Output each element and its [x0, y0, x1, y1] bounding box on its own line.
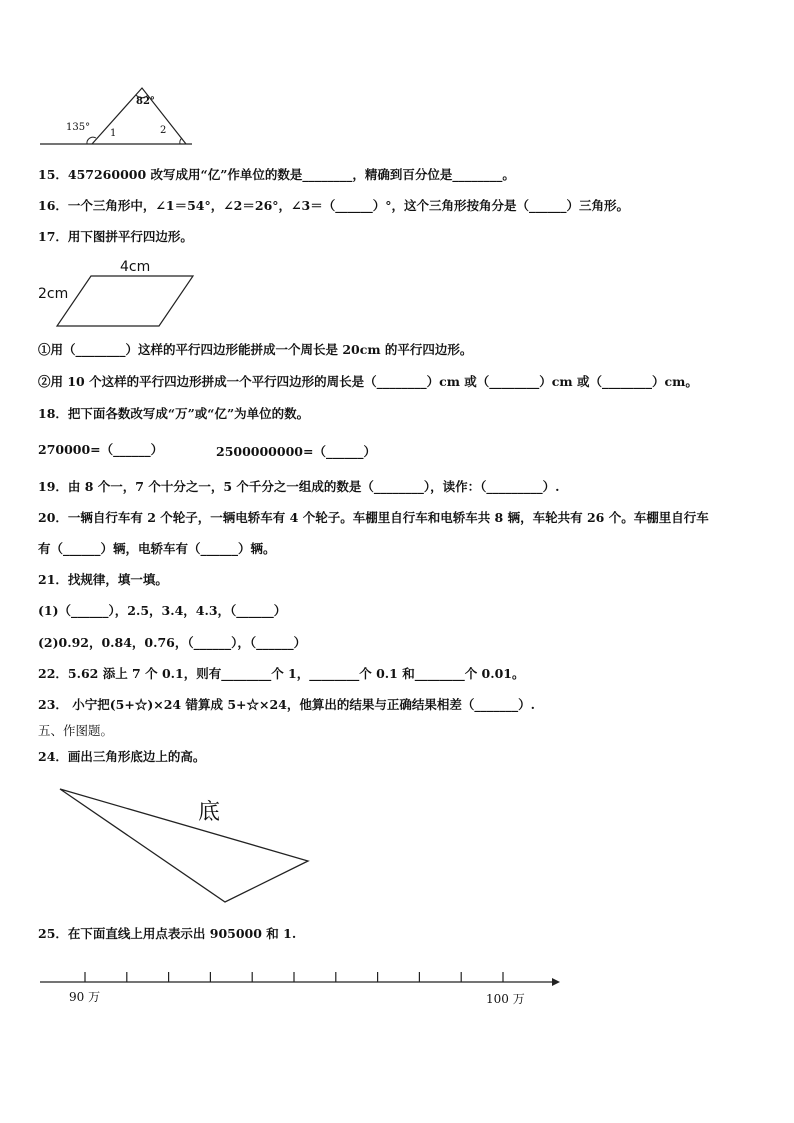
question-18-b: 2500000000=（______） — [216, 444, 376, 459]
question-17-part-1: ①用（________）这样的平行四边形能拼成一个周长是 20cm 的平行四边形。 — [38, 342, 473, 357]
question-17: 17．用下图拼平行四边形。 — [38, 229, 193, 244]
section-5-title: 五、作图题。 — [38, 723, 114, 738]
parallelogram-side-label: 2cm — [38, 286, 69, 302]
base-label: 底 — [198, 800, 221, 825]
parallelogram-figure — [57, 274, 197, 329]
number-line-right-label: 100 万 — [486, 992, 525, 1006]
question-18-a: 270000=（______） — [38, 442, 164, 457]
question-21: 21．找规律，填一填。 — [38, 572, 168, 587]
question-18: 18．把下面各数改写成“万”或“亿”为单位的数。 — [38, 406, 310, 421]
question-17-part-2: ②用 10 个这样的平行四边形拼成一个平行四边形的周长是（________）cm 或（________）cm 或（________）cm。 — [38, 374, 698, 389]
question-21-part-2: (2)0.92，0.84，0.76，（______），（______） — [38, 635, 307, 650]
question-22: 22．5.62 添上 7 个 0.1，则有________个 1，________个 0.1 和________个 0.01。 — [38, 666, 525, 681]
question-20-line-1: 20．一辆自行车有 2 个轮子，一辆电轿车有 4 个轮子。车棚里自行车和电轿车共 8 辆，车轮共有 26 个。车棚里自行车 — [38, 510, 709, 525]
question-24: 24．画出三角形底边上的高。 — [38, 749, 206, 764]
parallelogram-top-label: 4cm — [120, 259, 151, 275]
triangle-base-figure — [58, 787, 318, 907]
question-16: 16．一个三角形中，∠1＝54°，∠2＝26°，∠3＝（______）°，这个三角形按角分是（______）三角形。 — [38, 198, 629, 213]
angle-135-label: 135° — [66, 122, 91, 133]
question-19: 19．由 8 个一，7 个十分之一，5 个千分之一组成的数是（________），读作：（_________）. — [38, 479, 560, 494]
angle-2-label: 2 — [160, 125, 167, 136]
angle-82-label: 82° — [136, 96, 155, 107]
triangle-angle-figure — [40, 82, 200, 152]
angle-1-label: 1 — [110, 128, 117, 139]
question-20-line-2: 有（______）辆，电轿车有（______）辆。 — [38, 541, 276, 556]
question-23: 23． 小宁把(5+☆)×24 错算成 5+☆×24，他算出的结果与正确结果相差（_______）. — [38, 697, 535, 712]
question-25: 25．在下面直线上用点表示出 905000 和 1. — [38, 926, 297, 941]
question-15: 15．457260000 改写成用“亿”作单位的数是________，精确到百分位是________。 — [38, 167, 515, 182]
question-21-part-1: (1)（______），2.5，3.4，4.3，（______） — [38, 603, 287, 618]
number-line-left-label: 90 万 — [69, 990, 101, 1004]
